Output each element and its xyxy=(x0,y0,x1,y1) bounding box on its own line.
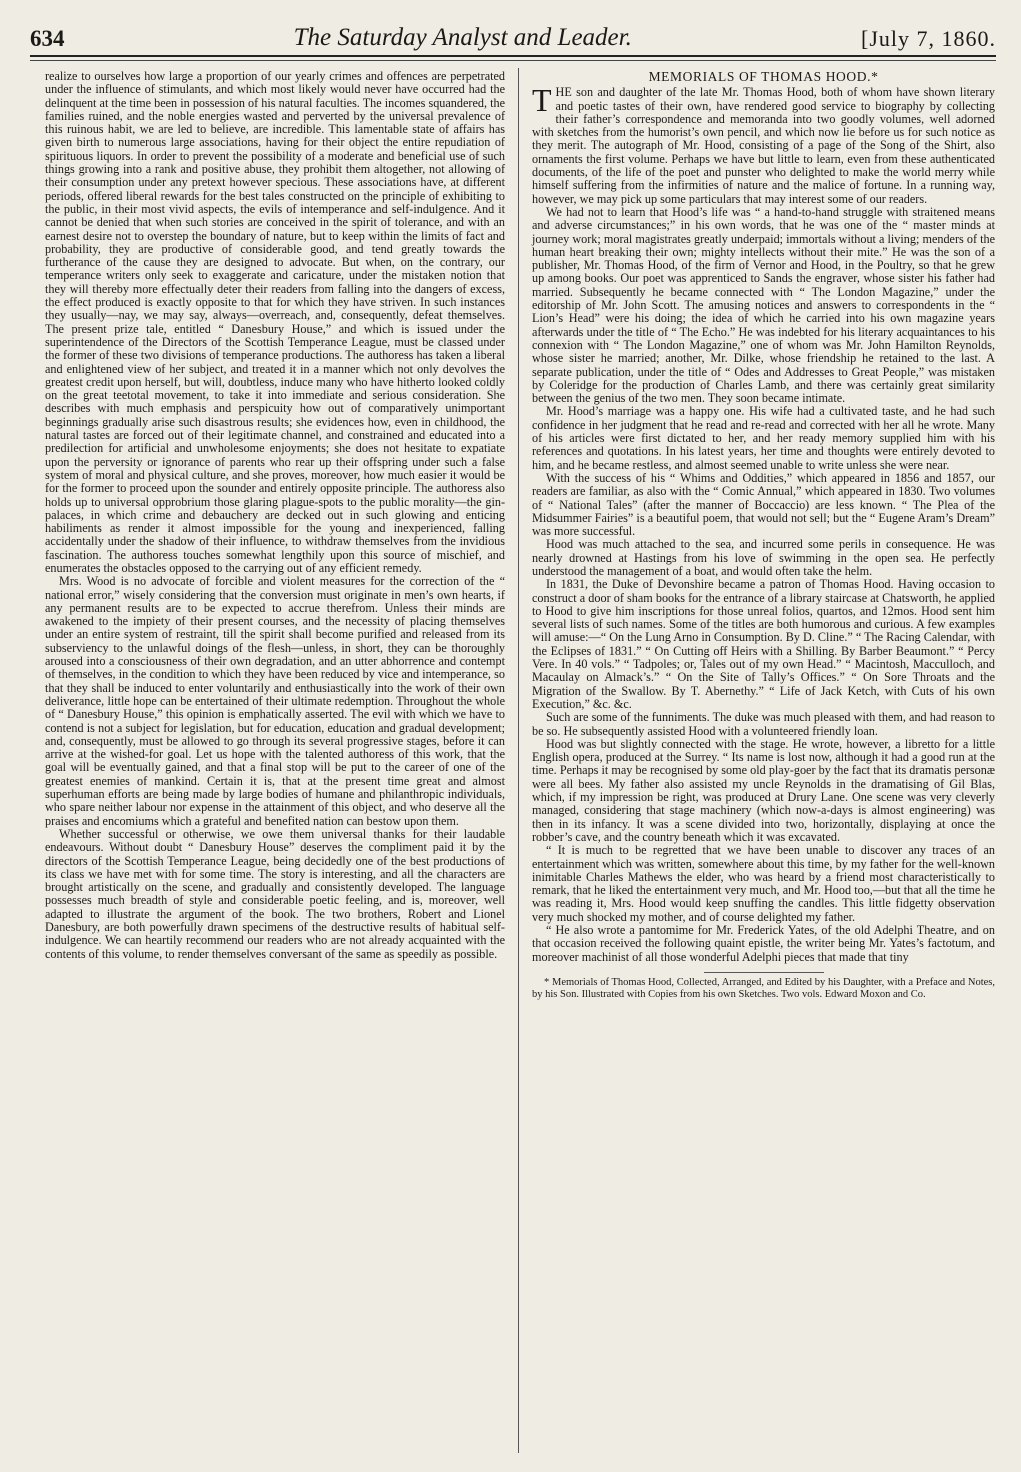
column-divider xyxy=(518,68,519,1453)
right-paragraph-2: We had not to learn that Hood’s life was “ a hand-to-hand struggle with straitened means and adverse circumstances;” in his own words, that he was one of the “ master minds at journey work; moral magistrates greatly underpaid; immortals without a living; menders of the human heart breaking their own; mighty intellects without their mite.” He was the son of a publisher, Mr. Thomas Hood, of the firm of Vernor and Hood, in the Poultry, so that he grew up among books. Our poet was apprenticed to Sands the engraver, whose sister his father had married. Subsequently he became connected with “ The London Magazine,” under the editorship of Mr. John Scott. The amusing notices and answers to correspondents in the “ Lion’s Head” were his doing; the idea of which he carried into his own magazine years afterwards under the title of “ The Echo.” He was indebted for his literary acquaintances to his connexion with “ The London Magazine,” one of whom was Mr. John Hamilton Reynolds, whose sister he married; another, Mr. Dilke, whose friendship he retained to the last. A separate publication, under the title of “ Odes and Addresses to Great People,” was mistaken by Coleridge for the production of Charles Lamb, and there was certainly great similarity between the genius of the two men. They soon became intimate. xyxy=(532,204,995,406)
right-paragraph-6: In 1831, the Duke of Devonshire became a patron of Thomas Hood. Having occasion to construct a door of sham books for the entrance of a library staircase at Chatsworth, he applied to Hood to give him inscriptions for those unreal folios, quartos, and 12mos. Hood sent him several lists of such names. Some of the titles are both humorous and curious. A few examples will amuse:—“ On the Lung Arno in Consumption. By D. Cline.” “ The Racing Calendar, with the Eclipses of 1831.” “ On Cutting off Heirs with a Shilling. By Barber Beaumont.” “ Percy Vere. In 40 vols.” “ Tadpoles; or, Tales out of my own Head.” “ Macintosh, Macculloch, and Macaulay on Almack’s.” “ On the Site of Tally’s Offices.” “ On Sore Throats and the Migration of the Swallow. By T. Abernethy.” “ Life of Jack Ketch, with Cuts of his own Execution,” &c. &c. xyxy=(532,577,995,711)
right-paragraph-9: “ It is much to be regretted that we have been unable to discover any traces of an entertainment which was written, somewhere about this time, by my father for the well-known inimitable Charles Mathews the elder, who was heard by a friend most characteristically to remark, that he liked the entertainment very much, and Mr. Hood too,—but that all the time he was reading it, Mrs. Hood would keep snuffing the candles. This little fidgetty observation very much shocked my mother, and of course delighted my father. xyxy=(532,843,995,924)
left-column xyxy=(45,70,505,961)
publication-title: The Saturday Analyst and Leader. xyxy=(293,24,632,51)
issue-date: [July 7, 1860. xyxy=(861,26,996,51)
right-paragraph-8: Hood was but slightly connected with the stage. He wrote, however, a libretto for a little English opera, produced at the Surrey. “ Its name is lost now, although it had a good run at the time. Perhaps it may be recognised by some old play-goer by the fact that its dramatis personæ were all bees. My father also assisted my uncle Reynolds in the dramatising of Gil Blas, which, if my impression be right, was produced at Drury Lane. One scene was very cleverly managed, considering that stage machinery (which now-a-days is almost engineering) was then in its infancy. It was a scene divided into two, horizontally, displaying at once the robber’s cave, and the country beneath which it was excavated. xyxy=(532,736,995,844)
masthead-rule-thin xyxy=(30,60,996,61)
right-paragraph-3: Mr. Hood’s marriage was a happy one. His wife had a cultivated taste, and he had such confidence in her judgment that he read and re-read and corrected with her all he wrote. Many of his articles were first dictated to her, and her ready memory supplied him with his references and quotations. In his latest years, her time and thoughts were entirely devoted to him, and he became restless, and almost seemed unable to write unless she were near. xyxy=(532,404,995,472)
right-column xyxy=(532,70,995,1001)
left-paragraph-3: Whether successful or otherwise, we owe them universal thanks for their laudable endeavours. Without doubt “ Danesbury House” deserves the compliment paid it by the directors of the Scottish Temperance League, being decidedly one of the best productions of its class we have met with for some time. The story is interesting, and all the characters are brought artistically on the scene, and gradually and consistently developed. The language possesses much breadth of style and considerable poetic feeling, and is, moreover, well adapted to illustrate the argument of the book. The two brothers, Robert and Lionel Danesbury, are both powerfully drawn specimens of the destructive results of habitual self-indulgence. We can heartily recommend our readers who are not already acquainted with the contents of this volume, to render themselves conversant of the same as speedily as possible. xyxy=(45,826,505,961)
left-paragraph-1: realize to ourselves how large a proportion of our yearly crimes and offences are perpetrated under the influence of stimulants, and which most likely would never have occurred had the delinquent at the time been in possession of his natural faculties. The incomes squandered, the families ruined, and the noble energies wasted and perverted by the universal prevalence of this ruinous habit, we are led to believe, are incredible. This lamentable state of affairs has given birth to numerous large associations, having for their object the entire repudiation of spirituous liquors. In order to prevent the possibility of a moderate and beneficial use of such things growing into a rank and positive abuse, they prohibit them altogether, not allowing of their consumption under any pretext however specious. These associations have, at different periods, offered liberal rewards for the best tales constructed on the principle of exhibiting to the public, in their most vivid aspects, the evils of intemperance and self-indulgence. And it cannot be denied that when such stories are conceived in the spirit of tolerance, and with an earnest desire not to overstep the boundary of nature, but to keep within the limits of fact and probability, they are productive of considerable good, and tend greatly towards the furtherance of the cause they are designed to advocate. But when, on the contrary, our temperance writers only seek to exaggerate and caricature, under the mistaken notion that they will thereby more effectually deter their readers from falling into the dangers of excess, the effect produced is exactly opposite to that for which they have striven. In such instances they usually—nay, we may say, always—overreach, and, consequently, defeat themselves. The present prize tale, entitled “ Danesbury House,” and which is issued under the superintendence of the Directors of the Scottish Temperance League, must be classed under the former of these two divisions of temperance productions. The authoress has taken a liberal and enlightened view of her subject, and treated it in a manner which not only devolves the greatest credit upon herself, but will, doubtless, induce many who have hitherto looked coldly on the great teetotal movement, to take it into immediate and serious consideration. She describes with much emphasis and perspicuity how out of comparatively unimportant beginnings gradually arise such disastrous results; she evidences how, even in childhood, the natural tastes are forced out of their legitimate channel, and constrained and educated into a predilection for artificial and unwholesome enjoyments; she does not hesitate to expatiate upon the perversity or ignorance of parents who rear up their offspring under such a false system of moral and physical culture, and she proves, moreover, how much easier it would be for the former to proceed upon the sounder and entirely opposite principle. The authoress also holds up to universal opprobrium those glaring plague-spots to the public morality—the gin-palaces, in which crime and debauchery are decked out in such glowing and enticing habiliments as render it almost impossible for the young and inexperienced, falling accidentally under the shadow of their influence, to withdraw themselves from the invidious fascination. The authoress touches somewhat lengthily upon this source of mischief, and enumerates the obstacles opposed to the carrying out of any efficient remedy. xyxy=(45,69,505,575)
footnote: * Memorials of Thomas Hood, Collected, Arranged, and Edited by his Daughter, with a Preface and Notes, by his Son. Illustrated with Copies from his own Sketches. Two vols. Edward Moxon and Co. xyxy=(532,976,995,1000)
right-paragraph-4: With the success of his “ Whims and Oddities,” which appeared in 1856 and 1857, our readers are familiar, as also with the “ Comic Annual,” which appeared in 1830. Two volumes of “ National Tales” (after the manner of Boccaccio) are less known. “ The Plea of the Midsummer Fairies” is a beautiful poem, that would not sell; but the “ Eugene Aram’s Dream” was more successful. xyxy=(532,470,995,539)
right-paragraph-1 xyxy=(532,82,995,206)
page-number: 634 xyxy=(30,26,65,51)
right-paragraph-1-text: HE son and daughter of the late Mr. Thomas Hood, both of whom have shown literary and poetic tastes of their own, have rendered good service to biography by collecting their father’s correspondence and memoranda into two goodly volumes, well adorned with sketches from the humorist’s own pencil, and which now lie before us for such notice as they merit. The autograph of Mr. Hood, consisting of a page of the Song of the Shirt, also ornaments the first volume. Perhaps we have but little to learn, even from these authenticated documents, of the life of the poet and punster who delighted to make the world merry while himself suffering from the infirmities of nature and the malice of fortune. In a running way, however, we may pick up some particulars that may interest some of our readers. xyxy=(532,85,995,206)
drop-cap: T xyxy=(532,82,552,119)
right-paragraph-10: “ He also wrote a pantomime for Mr. Frederick Yates, of the old Adelphi Theatre, and on that occasion received the following quaint epistle, the writer being Mr. Yates’s factotum, and moreover machinist of all those wonderful Adelphi pieces that made that tiny xyxy=(532,923,995,964)
footnote-rule xyxy=(704,972,824,973)
article-title: MEMORIALS OF THOMAS HOOD.* xyxy=(648,69,879,84)
right-paragraph-7: Such are some of the funniments. The duke was much pleased with them, and had reason to be so. He subsequently assisted Hood with a volunteered friendly loan. xyxy=(532,710,995,738)
left-paragraph-2: Mrs. Wood is no advocate of forcible and violent measures for the correction of the “ national error,” wisely considering that the conversion must originate in men’s own hearts, if any permanent results are to be expected to accrue therefrom. Unless their minds are awakened to the impiety of their present courses, and the necessity of placing themselves under an entire system of restraint, till the spirit shall become purified and released from its subserviency to the unlawful doings of the flesh—unless, in short, they can be thoroughly aroused into a consciousness of their own degradation, and an utter abhorrence and contempt of themselves, in the condition to which they have been reduced by vice and intemperance, so that they shall be induced to enter voluntarily and enthusiastically into the work of their own deliverance, little hope can be entertained of their ultimate redemption. Throughout the whole of “ Danesbury House,” this opinion is emphatically asserted. The evil with which we have to contend is not a subject for legislation, but for education, education and gradual development; and, consequently, must be allowed to go through its several progressive stages, before it can arrive at the wished-for goal. Let us hope with the talented authoress of this work, that the goal will be eventually gained, and that a final stop will be put to the career of one of the greatest enemies of mankind. Certain it is, that at the present time great and almost superhuman efforts are being made by large bodies of humane and philanthropic individuals, who spare neither labour nor expense in the attainment of this object, and who deserve all the praises and encomiums which a grateful and benefited nation can bestow upon them. xyxy=(45,574,505,828)
masthead xyxy=(30,18,996,52)
right-paragraph-5: Hood was much attached to the sea, and incurred some perils in consequence. He was nearly drowned at Hastings from his love of swimming in the open sea. He perfectly understood the management of a boat, and would often take the helm. xyxy=(532,537,995,578)
masthead-rule-thick xyxy=(30,55,996,57)
